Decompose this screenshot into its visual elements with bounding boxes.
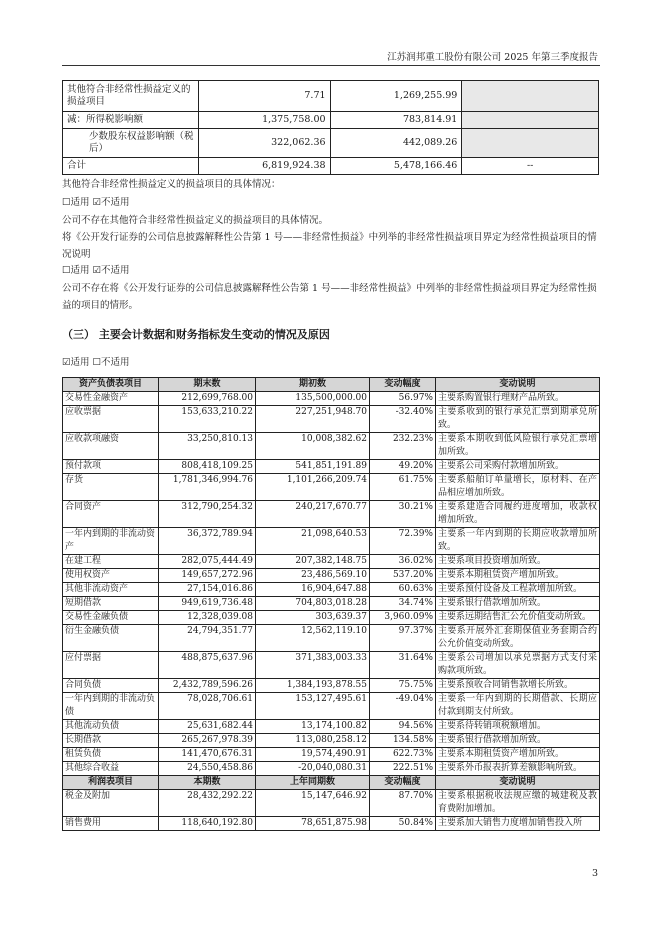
cell-begin: 19,574,490.91 xyxy=(256,748,370,762)
cell-reason: 主要系加大销售力度增加销售投入所 xyxy=(436,817,600,831)
cell-label: 合计 xyxy=(63,157,199,174)
table-row xyxy=(63,433,600,460)
applicable-checkbox-2: ☐适用 ☑不适用 xyxy=(62,265,130,276)
table-row xyxy=(63,597,600,611)
cell-reason: 主要系一年内到期的长期应收款增加所致。 xyxy=(436,528,600,555)
cell-reason: 主要系本期收到低风险银行承兑汇票增加所致。 xyxy=(436,433,600,460)
page-number: 3 xyxy=(591,868,598,879)
cell-current: 6,819,924.38 xyxy=(198,157,330,174)
cell-item: 长期借款 xyxy=(63,734,159,748)
cell-change: -49.04% xyxy=(370,693,436,720)
cell-reason: 主要系公司增加以承兑票据方式支付采购款项所致。 xyxy=(436,652,600,679)
cell-begin: 16,904,647.88 xyxy=(256,583,370,597)
cell-reason: 主要系收到的银行承兑汇票到期承兑所致。 xyxy=(436,406,600,433)
cell-item: 交易性金融资产 xyxy=(63,392,159,406)
cell-change: 31.64% xyxy=(370,652,436,679)
cell-begin: 23,486,569.10 xyxy=(256,569,370,583)
table-row xyxy=(63,762,600,776)
section-heading: （三） 主要会计数据和财务指标发生变动的情况及原因 xyxy=(62,328,330,341)
cell-item: 使用权资产 xyxy=(63,569,159,583)
cell-begin: 240,217,670.77 xyxy=(256,501,370,528)
column-header: 变动说明 xyxy=(436,776,600,790)
cell-reason: 主要系根据税收法规应缴的城建税及教育费附加增加。 xyxy=(436,790,600,817)
column-header: 变动幅度 xyxy=(370,378,436,392)
cell-current: 7.71 xyxy=(198,81,330,112)
cell-change: 36.02% xyxy=(370,555,436,569)
cell-item: 衍生金融负债 xyxy=(63,625,159,652)
cell-reason: 主要系一年内到期的长期借款、长期应付款到期支付所致。 xyxy=(436,693,600,720)
cell-end: 24,550,458.86 xyxy=(159,762,256,776)
other-items-label: 其他符合非经常性损益定义的损益项目的具体情况： xyxy=(62,179,281,190)
cell-item: 其他非流动资产 xyxy=(63,583,159,597)
cell-item: 税金及附加 xyxy=(63,790,159,817)
cell-label: 少数股东权益影响额（税后） xyxy=(63,128,199,157)
cell-end: 25,631,682.44 xyxy=(159,720,256,734)
cell-item: 交易性金融负债 xyxy=(63,611,159,625)
cell-end: 1,781,346,994.76 xyxy=(159,474,256,501)
table-row xyxy=(63,583,600,597)
cell-item: 应收票据 xyxy=(63,406,159,433)
cell-begin: 303,639.37 xyxy=(256,611,370,625)
cell-reason: 主要系预付设备及工程款增加所致。 xyxy=(436,583,600,597)
cell-reason: 主要系待转销项税额增加。 xyxy=(436,720,600,734)
cell-ytd: 5,478,166.46 xyxy=(330,157,462,174)
cell-end: 212,699,768.00 xyxy=(159,392,256,406)
cell-end: 149,657,272.96 xyxy=(159,569,256,583)
cell-label: 减：所得税影响额 xyxy=(63,112,199,129)
cell-item: 一年内到期的非流动资产 xyxy=(63,528,159,555)
other-items-statement: 公司不存在其他符合非经常性损益定义的损益项目的具体情况。 xyxy=(62,215,329,226)
column-header: 期末数 xyxy=(159,378,256,392)
cell-begin: 704,803,018.28 xyxy=(256,597,370,611)
table-row xyxy=(63,679,600,693)
cell-item: 预付款项 xyxy=(63,460,159,474)
cell-item: 短期借款 xyxy=(63,597,159,611)
table-row xyxy=(63,501,600,528)
table-row xyxy=(63,81,599,112)
cell-begin: 12,562,119.10 xyxy=(256,625,370,652)
table-row xyxy=(63,790,600,817)
table-row xyxy=(63,693,600,720)
table-row xyxy=(63,625,600,652)
cell-current: 1,375,758.00 xyxy=(198,112,330,129)
table-row xyxy=(63,528,600,555)
cell-note xyxy=(462,128,599,157)
cell-item: 其他流动负债 xyxy=(63,720,159,734)
cell-reason: 主要系购置银行理财产品所致。 xyxy=(436,392,600,406)
cell-reason: 主要系建造合同履约进度增加，收款权增加所致。 xyxy=(436,501,600,528)
cell-reason: 主要系本期租赁资产增加所致。 xyxy=(436,748,600,762)
cell-begin: 21,098,640.53 xyxy=(256,528,370,555)
cell-change: 50.84% xyxy=(370,817,436,831)
cell-begin: 153,127,495.61 xyxy=(256,693,370,720)
table-row xyxy=(63,406,600,433)
cell-change: 34.74% xyxy=(370,597,436,611)
cell-change: 56.97% xyxy=(370,392,436,406)
cell-reason: 主要系外币报表折算差额影响所致。 xyxy=(436,762,600,776)
cell-reason: 主要系本期租赁资产增加所致。 xyxy=(436,569,600,583)
cell-begin: -20,040,080.31 xyxy=(256,762,370,776)
cell-change: 75.75% xyxy=(370,679,436,693)
cell-change: 232.23% xyxy=(370,433,436,460)
cell-item: 应收款项融资 xyxy=(63,433,159,460)
cell-reason: 主要系开展外汇套期保值业务套期合约公允价值变动所致。 xyxy=(436,625,600,652)
column-header: 变动幅度 xyxy=(370,776,436,790)
cell-item: 销售费用 xyxy=(63,817,159,831)
cell-reason: 主要系银行借款增加所致。 xyxy=(436,597,600,611)
cell-begin: 15,147,646.92 xyxy=(256,790,370,817)
cell-end: 282,075,444.49 xyxy=(159,555,256,569)
table-row xyxy=(63,734,600,748)
cell-end: 153,633,210.22 xyxy=(159,406,256,433)
cell-reason: 主要系项目投资增加所致。 xyxy=(436,555,600,569)
cell-item: 合同资产 xyxy=(63,501,159,528)
cell-end: 78,028,706.61 xyxy=(159,693,256,720)
table-row xyxy=(63,460,600,474)
cell-end: 2,432,789,596.26 xyxy=(159,679,256,693)
cell-change: 87.70% xyxy=(370,790,436,817)
cell-end: 27,154,016.86 xyxy=(159,583,256,597)
cell-item: 存货 xyxy=(63,474,159,501)
cell-begin: 113,080,258.12 xyxy=(256,734,370,748)
column-header: 资产负债表项目 xyxy=(63,378,159,392)
cell-change: 72.39% xyxy=(370,528,436,555)
cell-reason: 主要系船舶订单量增长，原材料、在产品相应增加所致。 xyxy=(436,474,600,501)
cell-change: 537.20% xyxy=(370,569,436,583)
cell-end: 141,470,676.31 xyxy=(159,748,256,762)
cell-reason: 主要系远期结售汇公允价值变动所致。 xyxy=(436,611,600,625)
cell-item: 其他综合收益 xyxy=(63,762,159,776)
cell-change: 30.21% xyxy=(370,501,436,528)
cell-change: 49.20% xyxy=(370,460,436,474)
cell-change: 222.51% xyxy=(370,762,436,776)
cell-reason: 主要系预收合同销售款增长所致。 xyxy=(436,679,600,693)
table-row xyxy=(63,474,600,501)
table-row xyxy=(63,569,600,583)
cell-end: 36,372,789.94 xyxy=(159,528,256,555)
cell-item: 应付票据 xyxy=(63,652,159,679)
classification-note: 将《公开发行证券的公司信息披露解释性公告第 1 号——非经常性损益》中列举的非经常性损益项目界定为经常性损益项目的情况说明 xyxy=(62,232,597,260)
cell-end: 12,328,039.08 xyxy=(159,611,256,625)
cell-change: 134.58% xyxy=(370,734,436,748)
cell-ytd: 783,814.91 xyxy=(330,112,462,129)
cell-begin: 371,383,003.33 xyxy=(256,652,370,679)
cell-item: 一年内到期的非流动负债 xyxy=(63,693,159,720)
table-row xyxy=(63,157,599,174)
applicable-checkbox-1: ☐适用 ☑不适用 xyxy=(62,197,130,208)
report-header-title: 江苏润邦重工股份有限公司 2025 年第三季度报告 xyxy=(387,52,598,63)
cell-end: 312,790,254.32 xyxy=(159,501,256,528)
cell-begin: 541,851,191.89 xyxy=(256,460,370,474)
cell-item: 租赁负债 xyxy=(63,748,159,762)
cell-end: 488,875,637.96 xyxy=(159,652,256,679)
cell-begin: 207,382,148.75 xyxy=(256,555,370,569)
table-row xyxy=(63,392,600,406)
financial-changes-table xyxy=(62,377,600,831)
header-divider xyxy=(62,65,600,66)
cell-change: 3,960.09% xyxy=(370,611,436,625)
column-header: 期初数 xyxy=(256,378,370,392)
cell-ytd: 442,089.26 xyxy=(330,128,462,157)
cell-label: 其他符合非经常性损益定义的损益项目 xyxy=(63,81,199,112)
table-row xyxy=(63,652,600,679)
table-row xyxy=(63,817,600,831)
cell-change: 94.56% xyxy=(370,720,436,734)
table-row xyxy=(63,555,600,569)
cell-item: 合同负债 xyxy=(63,679,159,693)
cell-change: 97.37% xyxy=(370,625,436,652)
cell-end: 118,640,192.80 xyxy=(159,817,256,831)
cell-ytd: 1,269,255.99 xyxy=(330,81,462,112)
cell-change: 61.75% xyxy=(370,474,436,501)
column-header: 本期数 xyxy=(159,776,256,790)
column-header: 上年同期数 xyxy=(256,776,370,790)
cell-reason: 主要系银行借款增加所致。 xyxy=(436,734,600,748)
cell-end: 24,794,351.77 xyxy=(159,625,256,652)
cell-begin: 1,101,266,209.74 xyxy=(256,474,370,501)
column-header: 利润表项目 xyxy=(63,776,159,790)
column-header: 变动说明 xyxy=(436,378,600,392)
cell-note xyxy=(462,112,599,129)
cell-end: 33,250,810.13 xyxy=(159,433,256,460)
cell-note xyxy=(462,81,599,112)
income-statement-header-row xyxy=(63,776,600,790)
cell-end: 28,432,292.22 xyxy=(159,790,256,817)
cell-item: 在建工程 xyxy=(63,555,159,569)
balance-sheet-header-row xyxy=(63,378,600,392)
table-row xyxy=(63,748,600,762)
cell-change: -32.40% xyxy=(370,406,436,433)
table-row xyxy=(63,112,599,129)
table-row xyxy=(63,611,600,625)
cell-begin: 78,651,875.98 xyxy=(256,817,370,831)
table-row xyxy=(63,128,599,157)
cell-current: 322,062.36 xyxy=(198,128,330,157)
applicable-checkbox-3: ☑适用 ☐不适用 xyxy=(62,357,130,368)
classification-statement: 公司不存在将《公开发行证券的公司信息披露解释性公告第 1 号——非经常性损益》中列举的非经常性损益项目界定为经常性损益的项目的情形。 xyxy=(62,283,597,311)
cell-end: 265,267,978.39 xyxy=(159,734,256,748)
non-recurring-gains-table xyxy=(62,80,599,175)
cell-change: 622.73% xyxy=(370,748,436,762)
cell-begin: 135,500,000.00 xyxy=(256,392,370,406)
cell-begin: 13,174,100.82 xyxy=(256,720,370,734)
cell-end: 949,619,736.48 xyxy=(159,597,256,611)
cell-reason: 主要系公司采购付款增加所致。 xyxy=(436,460,600,474)
cell-change: 60.63% xyxy=(370,583,436,597)
cell-end: 808,418,109.25 xyxy=(159,460,256,474)
cell-begin: 10,008,382.62 xyxy=(256,433,370,460)
cell-begin: 1,384,193,878.55 xyxy=(256,679,370,693)
cell-note: -- xyxy=(462,157,599,174)
cell-begin: 227,251,948.70 xyxy=(256,406,370,433)
table-row xyxy=(63,720,600,734)
